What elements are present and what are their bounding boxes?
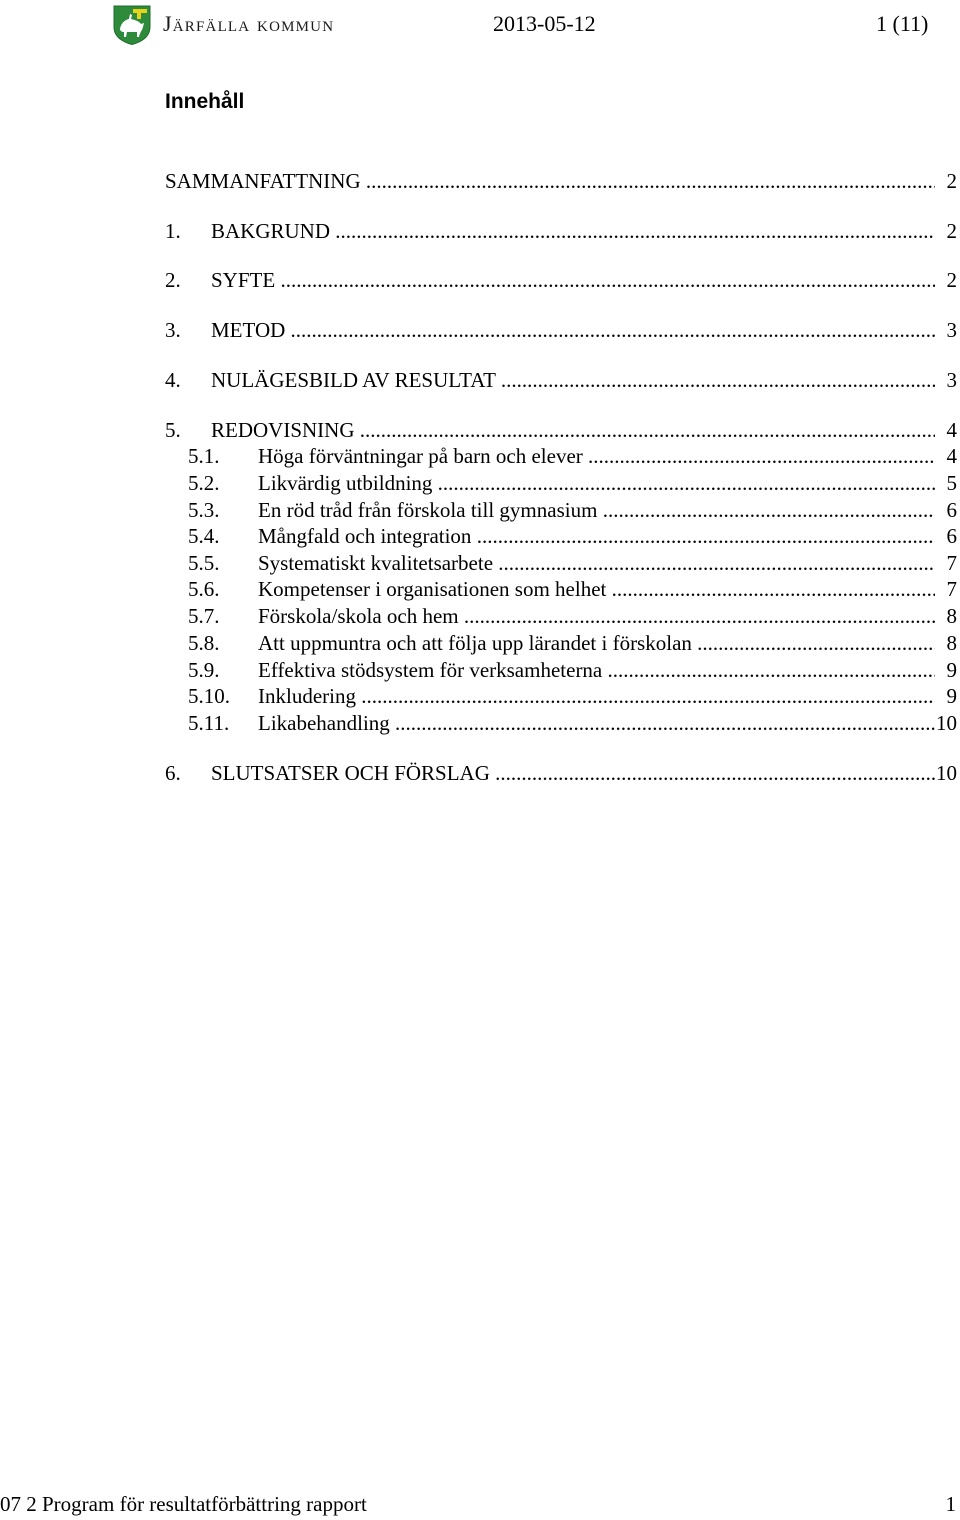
toc-entry-title: SYFTE ..... (211, 267, 935, 293)
toc-entry-number: 5.4. (188, 524, 220, 548)
toc-entry-number: 5.8. (188, 631, 220, 655)
toc-entry-number: 5.1. (188, 444, 220, 468)
jarfalla-coat-of-arms-icon (113, 5, 151, 45)
toc-entry-page: 3 (935, 367, 957, 393)
toc-entry-title: Mångfald och integration ..... (258, 523, 935, 549)
toc-entry[interactable] (0, 603, 960, 629)
toc-entry-number: 1. (165, 219, 181, 243)
toc-entry-page: 7 (935, 576, 957, 602)
toc-entry[interactable] (0, 576, 960, 602)
toc-entry-number: 3. (165, 318, 181, 342)
toc-entry[interactable] (0, 523, 960, 549)
toc-entry-number: 5.6. (188, 577, 220, 601)
toc-entry-title: Likabehandling ..... (258, 710, 935, 736)
toc-entry[interactable] (0, 317, 960, 343)
toc-entry-number: 6. (165, 761, 181, 785)
toc-entry-page: 10 (936, 761, 957, 785)
toc-entry-number: 4. (165, 368, 181, 392)
toc-entry-title: METOD ..... (211, 317, 935, 343)
organization-name: Järfälla kommun (163, 11, 335, 36)
toc-entry-title: Inkludering ..... (258, 683, 935, 709)
toc-entry[interactable] (0, 218, 960, 244)
toc-entry-title: Likvärdig utbildning ..... (258, 470, 935, 496)
toc-entry-title: Förskola/skola och hem ..... (258, 603, 935, 629)
toc-entry-page: 2 (935, 267, 957, 293)
toc-entry-number: 5.5. (188, 551, 220, 575)
toc-entry[interactable] (0, 710, 960, 736)
toc-entry-title: Kompetenser i organisationen som helhet ..... (258, 576, 935, 602)
toc-entry-number: 5.11. (188, 711, 230, 735)
toc-entry-number: 5. (165, 418, 181, 442)
toc-entry-title: SLUTSATSER OCH FÖRSLAG ..... (211, 760, 935, 786)
toc-entry[interactable] (0, 417, 960, 443)
toc-entry[interactable] (0, 470, 960, 496)
toc-entry-title: Höga förväntningar på barn och elever ..... (258, 443, 935, 469)
toc-entry-number: 5.9. (188, 658, 220, 682)
toc-entry[interactable] (0, 683, 960, 709)
document-date: 2013-05-12 (493, 11, 596, 36)
page-count: 1 (11) (876, 11, 929, 36)
toc-entry-page: 3 (935, 317, 957, 343)
toc-entry[interactable] (0, 497, 960, 523)
toc-entry[interactable] (0, 443, 960, 469)
toc-entry-title: SAMMANFATTNING ..... (165, 168, 935, 194)
toc-entry-page: 8 (935, 630, 957, 656)
toc-entry-number: 5.10. (188, 684, 230, 708)
toc-entry-number: 5.3. (188, 498, 220, 522)
toc-entry-page: 9 (935, 657, 957, 683)
toc-heading: Innehåll (165, 90, 245, 113)
toc-entry-number: 5.7. (188, 604, 220, 628)
toc-entry-title: Att uppmuntra och att följa upp lärandet i förskolan ..... (258, 630, 935, 656)
toc-entry-page: 5 (935, 470, 957, 496)
toc-entry-title: Systematiskt kvalitetsarbete ..... (258, 550, 935, 576)
footer-page-number: 1 (945, 1492, 956, 1516)
toc-entry[interactable] (0, 550, 960, 576)
toc-entry-page: 10 (936, 711, 957, 735)
toc-entry-title: Effektiva stödsystem för verksamheterna ..... (258, 657, 935, 683)
toc-entry-title: En röd tråd från förskola till gymnasium ..... (258, 497, 935, 523)
toc-entry-page: 7 (935, 550, 957, 576)
toc-entry-title: NULÄGESBILD AV RESULTAT ..... (211, 367, 935, 393)
toc-entry[interactable] (0, 168, 960, 194)
toc-entry-page: 8 (935, 603, 957, 629)
toc-entry-page: 2 (935, 168, 957, 194)
toc-entry-page: 6 (935, 497, 957, 523)
toc-entry[interactable] (0, 367, 960, 393)
toc-entry-number: 2. (165, 268, 181, 292)
toc-entry-page: 2 (935, 218, 957, 244)
page-header (0, 0, 960, 50)
toc-entry-title: REDOVISNING ..... (211, 417, 935, 443)
toc-entry-title: BAKGRUND ..... (211, 218, 935, 244)
toc-entry-number: 5.2. (188, 471, 220, 495)
toc-entry[interactable] (0, 760, 960, 786)
toc-entry-page: 9 (935, 683, 957, 709)
toc-entry-page: 4 (935, 443, 957, 469)
toc-entry-page: 6 (935, 523, 957, 549)
toc-entry-page: 4 (935, 417, 957, 443)
toc-entry[interactable] (0, 267, 960, 293)
toc-entry[interactable] (0, 657, 960, 683)
footer-document-title: 07 2 Program för resultatförbättring rapport (0, 1492, 367, 1516)
toc-entry[interactable] (0, 630, 960, 656)
